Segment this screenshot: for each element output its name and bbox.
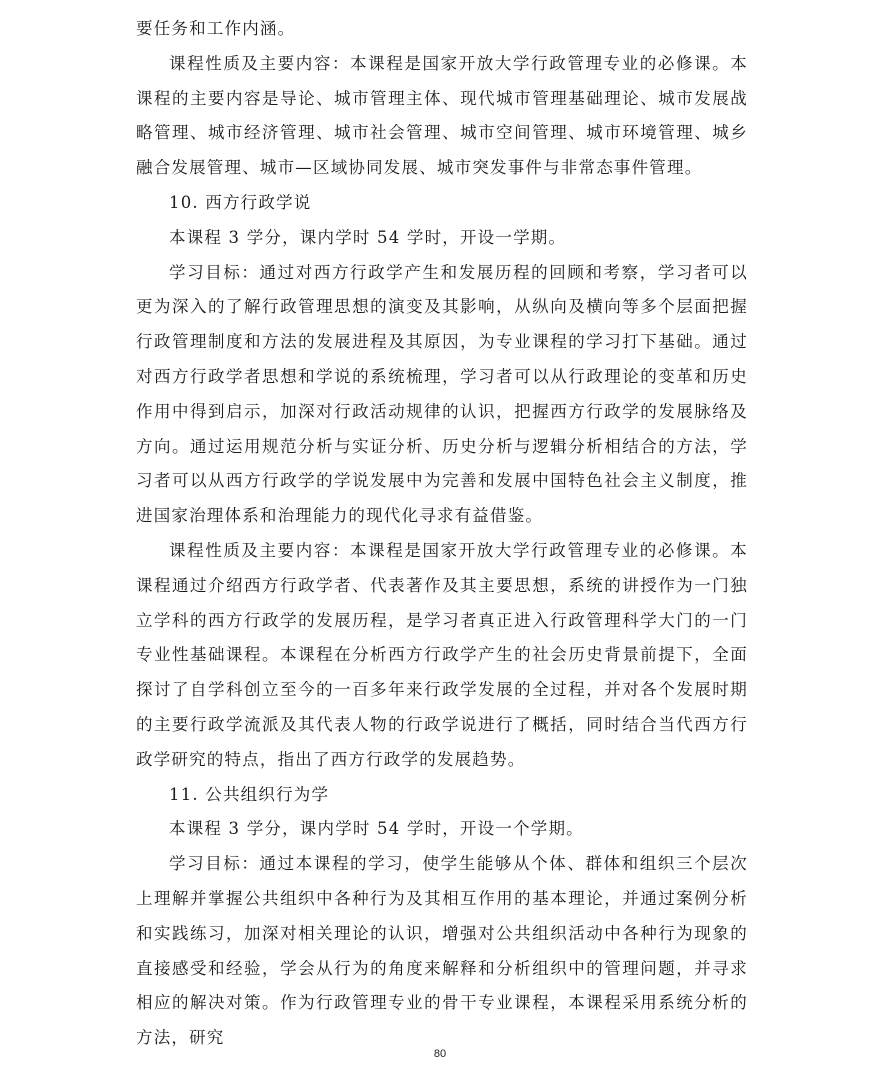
page-number: 80 — [433, 1048, 447, 1060]
paragraph-credits-public-org-behavior: 本课程 3 学分，课内学时 54 学时，开设一个学期。 — [169, 819, 584, 839]
paragraph-learning-goals-public-org-behavior: 学习目标：通过本课程的学习，使学生能够从个体、群体和组织三个层次上理解并掌握公共组织中各种行为及其相互作用的基本理论，并通过案例分析和实践练习，加深对相关理论的认识，增强对公共组织活动中各种行为现象的直接感受和经验，学会从行为的角度来解释和分析组织中的管理问题，并寻求相应的解决对策。作为行政管理专业的骨干专业课程，本课程采用系统分析的方法，研究 — [136, 854, 748, 1048]
paragraph-course-nature-urban-management: 课程性质及主要内容：本课程是国家开放大学行政管理专业的必修课。本课程的主要内容是导论、城市管理主体、现代城市管理基础理论、城市发展战略管理、城市经济管理、城市社会管理、城市空间管理、城市环境管理、城乡融合发展管理、城市—区域协同发展、城市突发事件与非常态事件管理。 — [136, 53, 748, 178]
paragraph-credits-western-admin: 本课程 3 学分，课内学时 54 学时，开设一学期。 — [169, 227, 567, 247]
section-heading-western-admin-theory: 10. 西方行政学说 — [169, 192, 312, 212]
page-body — [136, 12, 748, 1056]
paragraph-continuation: 要任务和工作内涵。 — [136, 19, 296, 38]
section-heading-public-org-behavior: 11. 公共组织行为学 — [169, 784, 330, 804]
paragraph-learning-goals-western-admin: 学习目标：通过对西方行政学产生和发展历程的回顾和考察，学习者可以更为深入的了解行政管理思想的演变及其影响，从纵向及横向等多个层面把握行政管理制度和方法的发展进程及其原因，为专业课程的学习打下基础。通过对西方行政学者思想和学说的系统梳理，学习者可以从行政理论的变革和历史作用中得到启示，加深对行政活动规律的认识，把握西方行政学的发展脉络及方向。通过运用规范分析与实证分析、历史分析与逻辑分析相结合的方法，学习者可以从西方行政学的学说发展中为完善和发展中国特色社会主义制度，推进国家治理体系和治理能力的现代化寻求有益借鉴。 — [136, 262, 748, 526]
paragraph-course-nature-western-admin: 课程性质及主要内容：本课程是国家开放大学行政管理专业的必修课。本课程通过介绍西方行政学者、代表著作及其主要思想，系统的讲授作为一门独立学科的西方行政学的发展历程，是学习者真正进入行政管理科学大门的一门专业性基础课程。本课程在分析西方行政学产生的社会历史背景前提下，全面探讨了自学科创立至今的一百多年来行政学发展的全过程，并对各个发展时期的主要行政学流派及其代表人物的行政学说进行了概括，同时结合当代西方行政学研究的特点，指出了西方行政学的发展趋势。 — [136, 540, 748, 769]
